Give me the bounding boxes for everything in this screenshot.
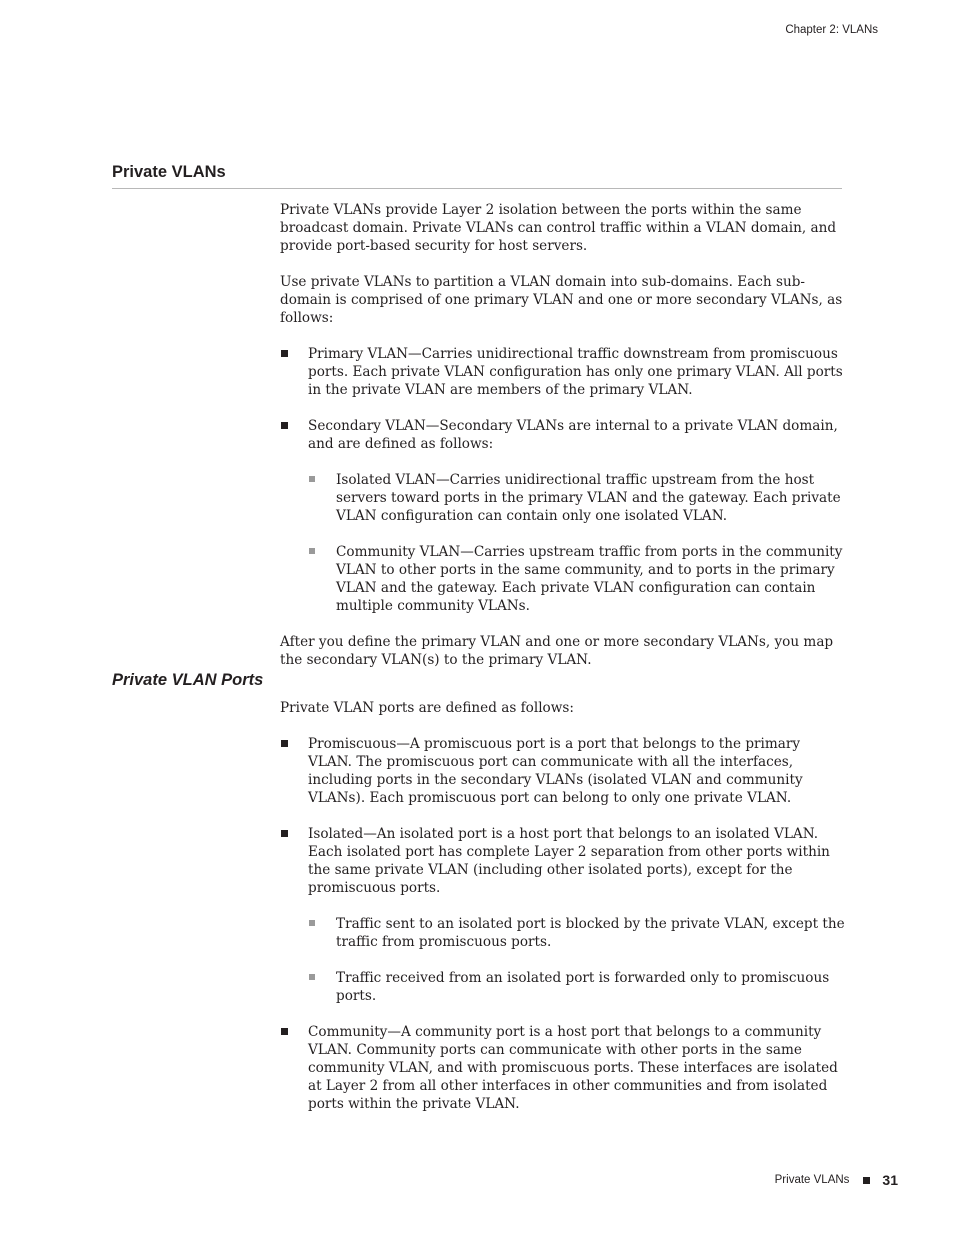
page-number: 31 [882, 1172, 898, 1188]
subsection-body [280, 699, 845, 1131]
intro-paragraph-2: Use private VLANs to partition a VLAN domain into sub-domains. Each sub-domain is comprised of one primary VLAN and one or more secondary VLANs, as follows: [280, 274, 843, 326]
subsection-title: Private VLAN Ports [112, 671, 264, 689]
bullet-isolated: Isolated—An isolated port is a host port that belongs to an isolated VLAN. Each isolated port has complete Layer 2 separation from other ports within the same private VLAN (including other isolated ports), except for the promiscuous ports. [280, 825, 845, 897]
footer-section-name: Private VLANs [774, 1174, 850, 1186]
page-footer [775, 1172, 898, 1188]
sub-bullet-isolated-sent: Traffic sent to an isolated port is blocked by the private VLAN, except the traffic from promiscuous ports. [280, 915, 845, 951]
closing-paragraph: After you define the primary VLAN and one or more secondary VLANs, you map the secondary VLAN(s) to the primary VLAN. [280, 634, 834, 668]
sub-bullet-isolated-vlan: Isolated VLAN—Carries unidirectional traffic upstream from the host servers toward ports in the primary VLAN and the gateway. Each private VLAN configuration can contain only one isolated VLAN. [280, 471, 845, 525]
intro-paragraph-1: Private VLANs provide Layer 2 isolation between the ports within the same broadcast domain. Private VLANs can control traffic within a VLAN domain, and provide port-based security for host servers. [280, 202, 837, 254]
running-header-chapter: Chapter 2: VLANs [785, 24, 878, 36]
section-title: Private VLANs [112, 163, 226, 181]
section-rule [112, 188, 842, 189]
footer-square-icon [863, 1177, 870, 1184]
bullet-community: Community—A community port is a host port that belongs to a community VLAN. Community ports can communicate with other ports in the same community VLAN, and with promiscuous ports. These interfaces are isolated at Layer 2 from all other interfaces in other communities and from isolated ports within the private VLAN. [280, 1023, 845, 1113]
section-body [280, 201, 845, 669]
ports-intro-paragraph: Private VLAN ports are defined as follows: [280, 700, 574, 716]
bullet-primary-vlan: Primary VLAN—Carries unidirectional traffic downstream from promiscuous ports. Each private VLAN configuration has only one primary VLAN. All ports in the private VLAN are members of the primary VLAN. [280, 345, 845, 399]
bullet-promiscuous: Promiscuous—A promiscuous port is a port that belongs to the primary VLAN. The promiscuous port can communicate with all the interfaces, including ports in the secondary VLANs (isolated VLAN and community VLANs). Each promiscuous port can belong to only one private VLAN. [280, 735, 845, 807]
sub-bullet-isolated-received: Traffic received from an isolated port is forwarded only to promiscuous ports. [280, 969, 845, 1005]
sub-bullet-community-vlan: Community VLAN—Carries upstream traffic from ports in the community VLAN to other ports in the same community, and to ports in the primary VLAN and the gateway. Each private VLAN configuration can contain multiple community VLANs. [280, 543, 845, 615]
bullet-secondary-vlan: Secondary VLAN—Secondary VLANs are internal to a private VLAN domain, and are defined as follows: [280, 417, 845, 453]
